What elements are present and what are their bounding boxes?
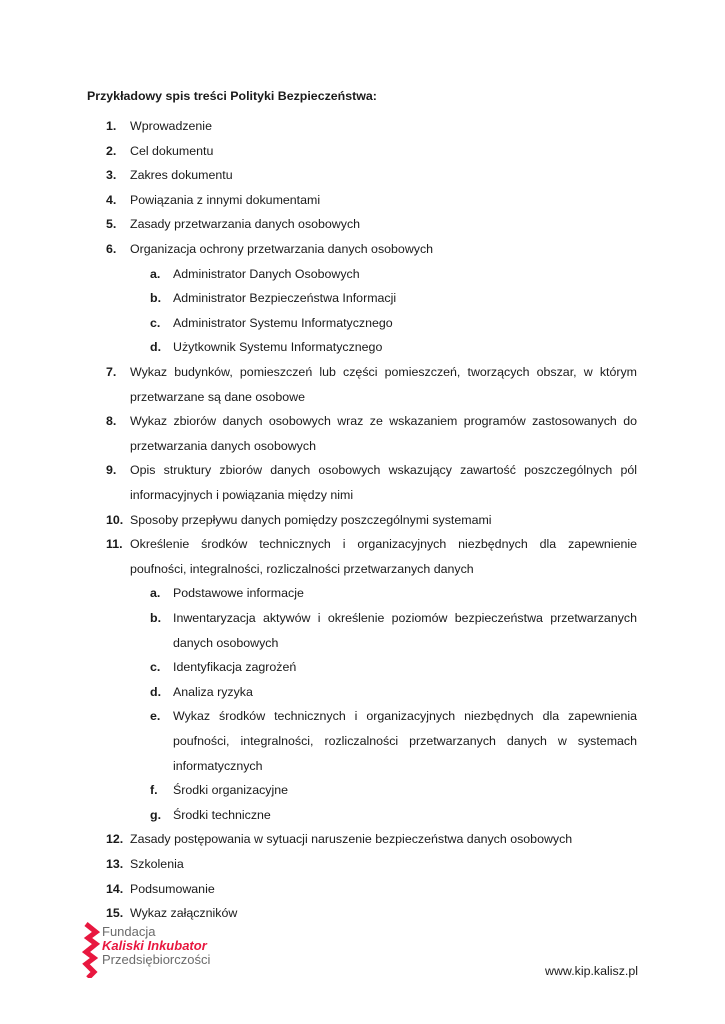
toc-item xyxy=(106,360,637,409)
toc-item xyxy=(106,827,637,852)
toc-item xyxy=(106,212,637,237)
toc-subitem xyxy=(150,778,637,803)
toc-item xyxy=(106,852,637,877)
toc-subitem-text: Środki organizacyjne xyxy=(173,783,289,798)
toc-item-number: 3. xyxy=(106,168,117,183)
toc-item-text: Cel dokumentu xyxy=(130,143,214,158)
toc-item-text: Zasady postępowania w sytuacji naruszenie bezpieczeństwa danych osobowych xyxy=(130,832,573,847)
toc-subitem-letter: d. xyxy=(150,684,162,699)
toc-item-text: Szkolenia xyxy=(130,857,184,871)
logo xyxy=(82,922,222,978)
toc-subitem-text: Identyfikacja zagrożeń xyxy=(173,660,297,675)
toc-subitem-text: Wykaz środków technicznych i organizacyjnych niezbędnych dla zapewnienia poufności, integralności, rozliczalności przetwarzanych danych w systemach informatycznych xyxy=(173,709,637,773)
toc-item-text: Powiązania z innymi dokumentami xyxy=(130,192,321,207)
toc-item-number: 6. xyxy=(106,242,117,256)
toc-subitem-text: Użytkownik Systemu Informatycznego xyxy=(173,340,383,355)
toc-subitem-text: Administrator Bezpieczeństwa Informacji xyxy=(173,291,397,306)
toc-item-number: 12. xyxy=(106,832,124,847)
toc-subitem-letter: d. xyxy=(150,340,162,355)
toc-item-text: Wykaz zbiorów danych osobowych wraz ze wskazaniem programów zastosowanych do przetwarzania danych osobowych xyxy=(130,414,637,453)
toc-item-text: Opis struktury zbiorów danych osobowych wskazujący zawartość poszczególnych pól informacyjnych i powiązania między nimi xyxy=(130,463,637,502)
toc-item-number: 13. xyxy=(106,857,124,871)
toc-item-number: 15. xyxy=(106,906,124,921)
toc-subitem-letter: g. xyxy=(150,807,162,822)
toc-subitem xyxy=(150,335,637,360)
toc-subitem xyxy=(150,655,637,680)
toc-subitem-letter: f. xyxy=(150,783,158,798)
toc-subitem xyxy=(150,262,637,287)
toc-item-text: Organizacja ochrony przetwarzania danych osobowych xyxy=(130,242,434,256)
toc-item-number: 5. xyxy=(106,217,117,232)
toc-subitem xyxy=(150,680,637,705)
logo-text-przedsiebiorczosci: Przedsiębiorczości xyxy=(102,952,211,967)
toc-item xyxy=(106,114,637,139)
toc-subitem-text: Środki techniczne xyxy=(173,807,271,822)
toc-item-text: Wprowadzenie xyxy=(130,119,212,133)
toc-subitem-letter: b. xyxy=(150,611,162,625)
toc-subitem-letter: a. xyxy=(150,266,161,281)
toc-item-text: Określenie środków technicznych i organizacyjnych niezbędnych dla zapewnienie poufności, integralności, rozliczalności przetwarzanych danych xyxy=(130,537,637,576)
toc-item xyxy=(106,409,637,458)
toc-item-number: 14. xyxy=(106,881,124,896)
toc-subitem xyxy=(150,311,637,336)
toc-item-text: Zakres dokumentu xyxy=(130,168,233,183)
toc-heading: Przykładowy spis treści Polityki Bezpieczeństwa: xyxy=(87,89,377,103)
toc-item xyxy=(106,532,637,581)
toc-item-number: 4. xyxy=(106,192,117,207)
toc-item-text: Sposoby przepływu danych pomiędzy poszczególnymi systemami xyxy=(130,512,492,527)
toc-item xyxy=(106,139,637,164)
toc-item xyxy=(106,458,637,507)
toc-subitem xyxy=(150,803,637,828)
toc-item-number: 1. xyxy=(106,119,117,133)
toc-subitem-text: Administrator Systemu Informatycznego xyxy=(173,315,393,330)
toc-item-text: Wykaz budynków, pomieszczeń lub części pomieszczeń, tworzących obszar, w którym przetwarzane są dane osobowe xyxy=(130,365,637,404)
toc-item xyxy=(106,237,637,262)
footer-url[interactable]: www.kip.kalisz.pl xyxy=(545,964,638,978)
toc-item-number: 7. xyxy=(106,365,117,379)
toc-item-text: Wykaz załączników xyxy=(130,906,238,921)
toc-subitem-text: Analiza ryzyka xyxy=(173,684,253,699)
toc-item-number: 10. xyxy=(106,512,124,527)
logo-text-fundacja: Fundacja xyxy=(102,924,156,939)
toc-item-number: 2. xyxy=(106,143,117,158)
toc-subitem-text: Administrator Danych Osobowych xyxy=(173,266,360,281)
toc-subitem xyxy=(150,286,637,311)
logo-text-kaliski-inkubator: Kaliski Inkubator xyxy=(102,938,207,953)
toc-item-number: 9. xyxy=(106,463,117,478)
toc-subitem-letter: a. xyxy=(150,586,161,601)
toc-subitem xyxy=(150,581,637,606)
toc-subitem-letter: c. xyxy=(150,315,161,330)
toc-subitem-letter: e. xyxy=(150,709,161,724)
toc-item-text: Podsumowanie xyxy=(130,881,215,896)
toc-item xyxy=(106,163,637,188)
toc-item xyxy=(106,188,637,213)
logo-mark-icon xyxy=(82,922,102,978)
toc-subitem-text: Inwentaryzacja aktywów i określenie poziomów bezpieczeństwa przetwarzanych danych osobowych xyxy=(173,611,637,650)
toc-subitem xyxy=(150,606,637,655)
toc-item-number: 8. xyxy=(106,414,117,429)
toc-subitem-text: Podstawowe informacje xyxy=(173,586,304,601)
toc-item xyxy=(106,877,637,902)
toc-subitem-letter: c. xyxy=(150,660,161,675)
toc-item-text: Zasady przetwarzania danych osobowych xyxy=(130,217,361,232)
toc-item-number: 11. xyxy=(106,537,123,552)
toc-item xyxy=(106,508,637,533)
toc-subitem-letter: b. xyxy=(150,291,162,306)
toc-subitem xyxy=(150,704,637,778)
